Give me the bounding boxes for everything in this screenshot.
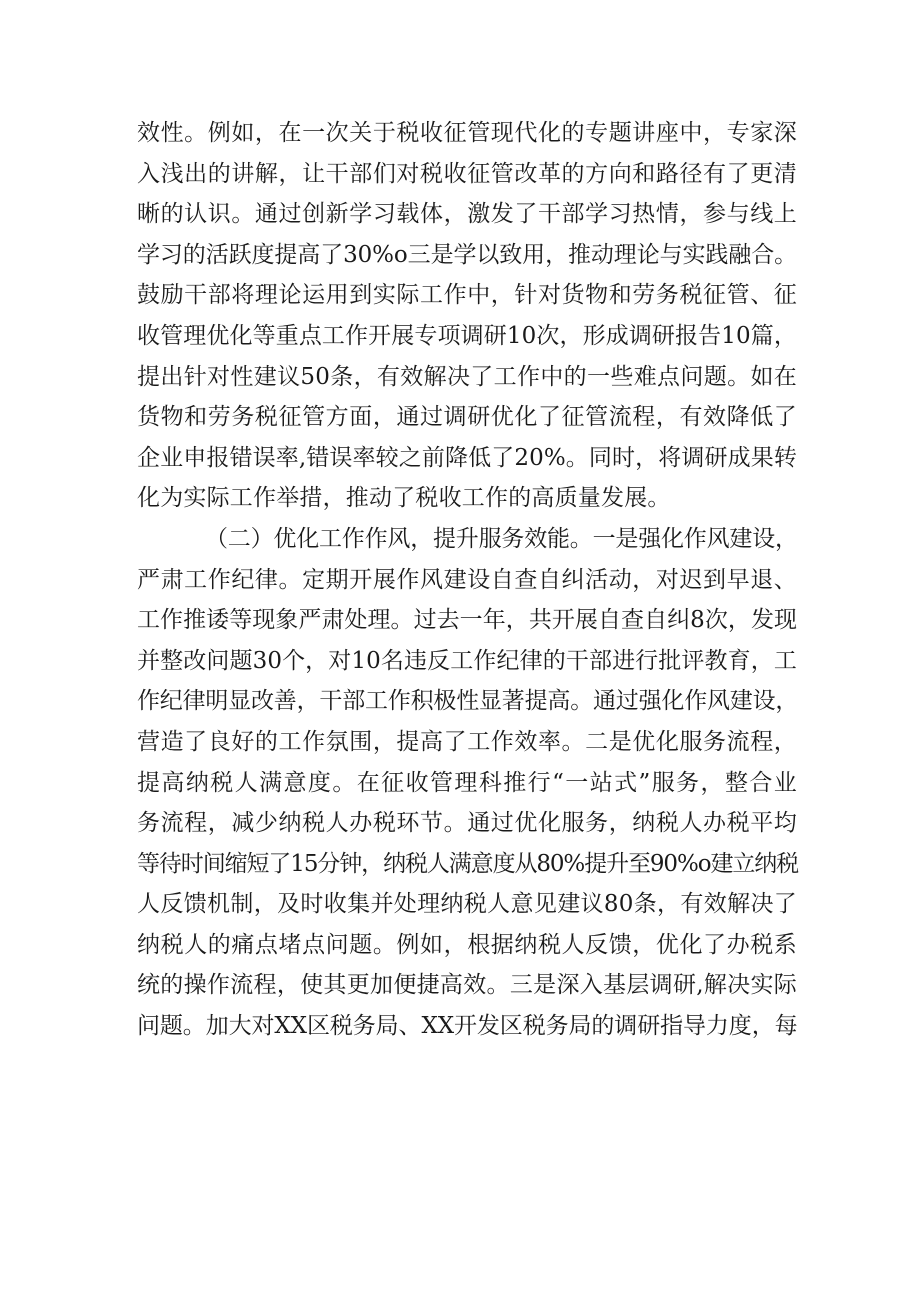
text-line: 工作推诿等现象严肃处理。过去一年，共开展自查自纠8次，发现 (137, 607, 797, 634)
text-line: 等待时间缩短了15分钟，纳税人满意度从80%提升至90%o建立纳税 (137, 850, 799, 877)
body-text (137, 113, 797, 1047)
text-line: 收管理优化等重点工作开展专项调研10次，形成调研报告10篇， (137, 322, 797, 349)
text-line: 务流程，减少纳税人办税环节。通过优化服务，纳税人办税平均 (137, 810, 797, 837)
text-line: 鼓励干部将理论运用到实际工作中，针对货物和劳务税征管、征 (137, 282, 797, 309)
text-line: 统的操作流程，使其更加便捷高效。三是深入基层调研,解决实际 (137, 972, 797, 999)
text-line: 企业申报错误率,错误率较之前降低了20%。同时，将调研成果转 (137, 444, 797, 471)
text-line: 人反馈机制，及时收集并处理纳税人意见建议80条，有效解决了 (137, 891, 797, 918)
text-line: 效性。例如，在一次关于税收征管现代化的专题讲座中，专家深 (137, 120, 797, 146)
text-line: 纳税人的痛点堵点问题。例如，根据纳税人反馈，优化了办税系 (137, 931, 797, 958)
text-line: 作纪律明显改善，干部工作积极性显著提高。通过强化作风建设， (137, 688, 799, 715)
text-line: 提出针对性建议50条，有效解决了工作中的一些难点问题。如在 (137, 363, 797, 390)
text-line: 货物和劳务税征管方面，通过调研优化了征管流程，有效降低了 (137, 404, 797, 431)
text-line: 严肃工作纪律。定期开展作风建设自查自纠活动，对迟到早退、 (137, 566, 797, 593)
text-line: 化为实际工作举措，推动了税收工作的高质量发展。 (137, 485, 671, 512)
text-line: 并整改问题30个，对10名违反工作纪律的干部进行批评教育，工 (137, 647, 797, 674)
text-line: 入浅出的讲解，让干部们对税收征管改革的方向和路径有了更清 (137, 160, 797, 187)
text-line: 晰的认识。通过创新学习载体，激发了干部学习热情，参与线上 (137, 201, 797, 228)
text-line: 提高纳税人满意度。在征收管理科推行“一站式”服务，整合业 (137, 769, 797, 796)
section-heading-line: （二）优化工作作风，提升服务效能。一是强化作风建设， (205, 525, 798, 552)
text-line: 营造了良好的工作氛围，提高了工作效率。二是优化服务流程， (137, 728, 797, 755)
text-line: 问题。加大对XX区税务局、XX开发区税务局的调研指导力度，每 (137, 1013, 798, 1040)
text-line: 学习的活跃度提高了30%o三是学以致用，推动理论与实践融合。 (137, 241, 797, 268)
